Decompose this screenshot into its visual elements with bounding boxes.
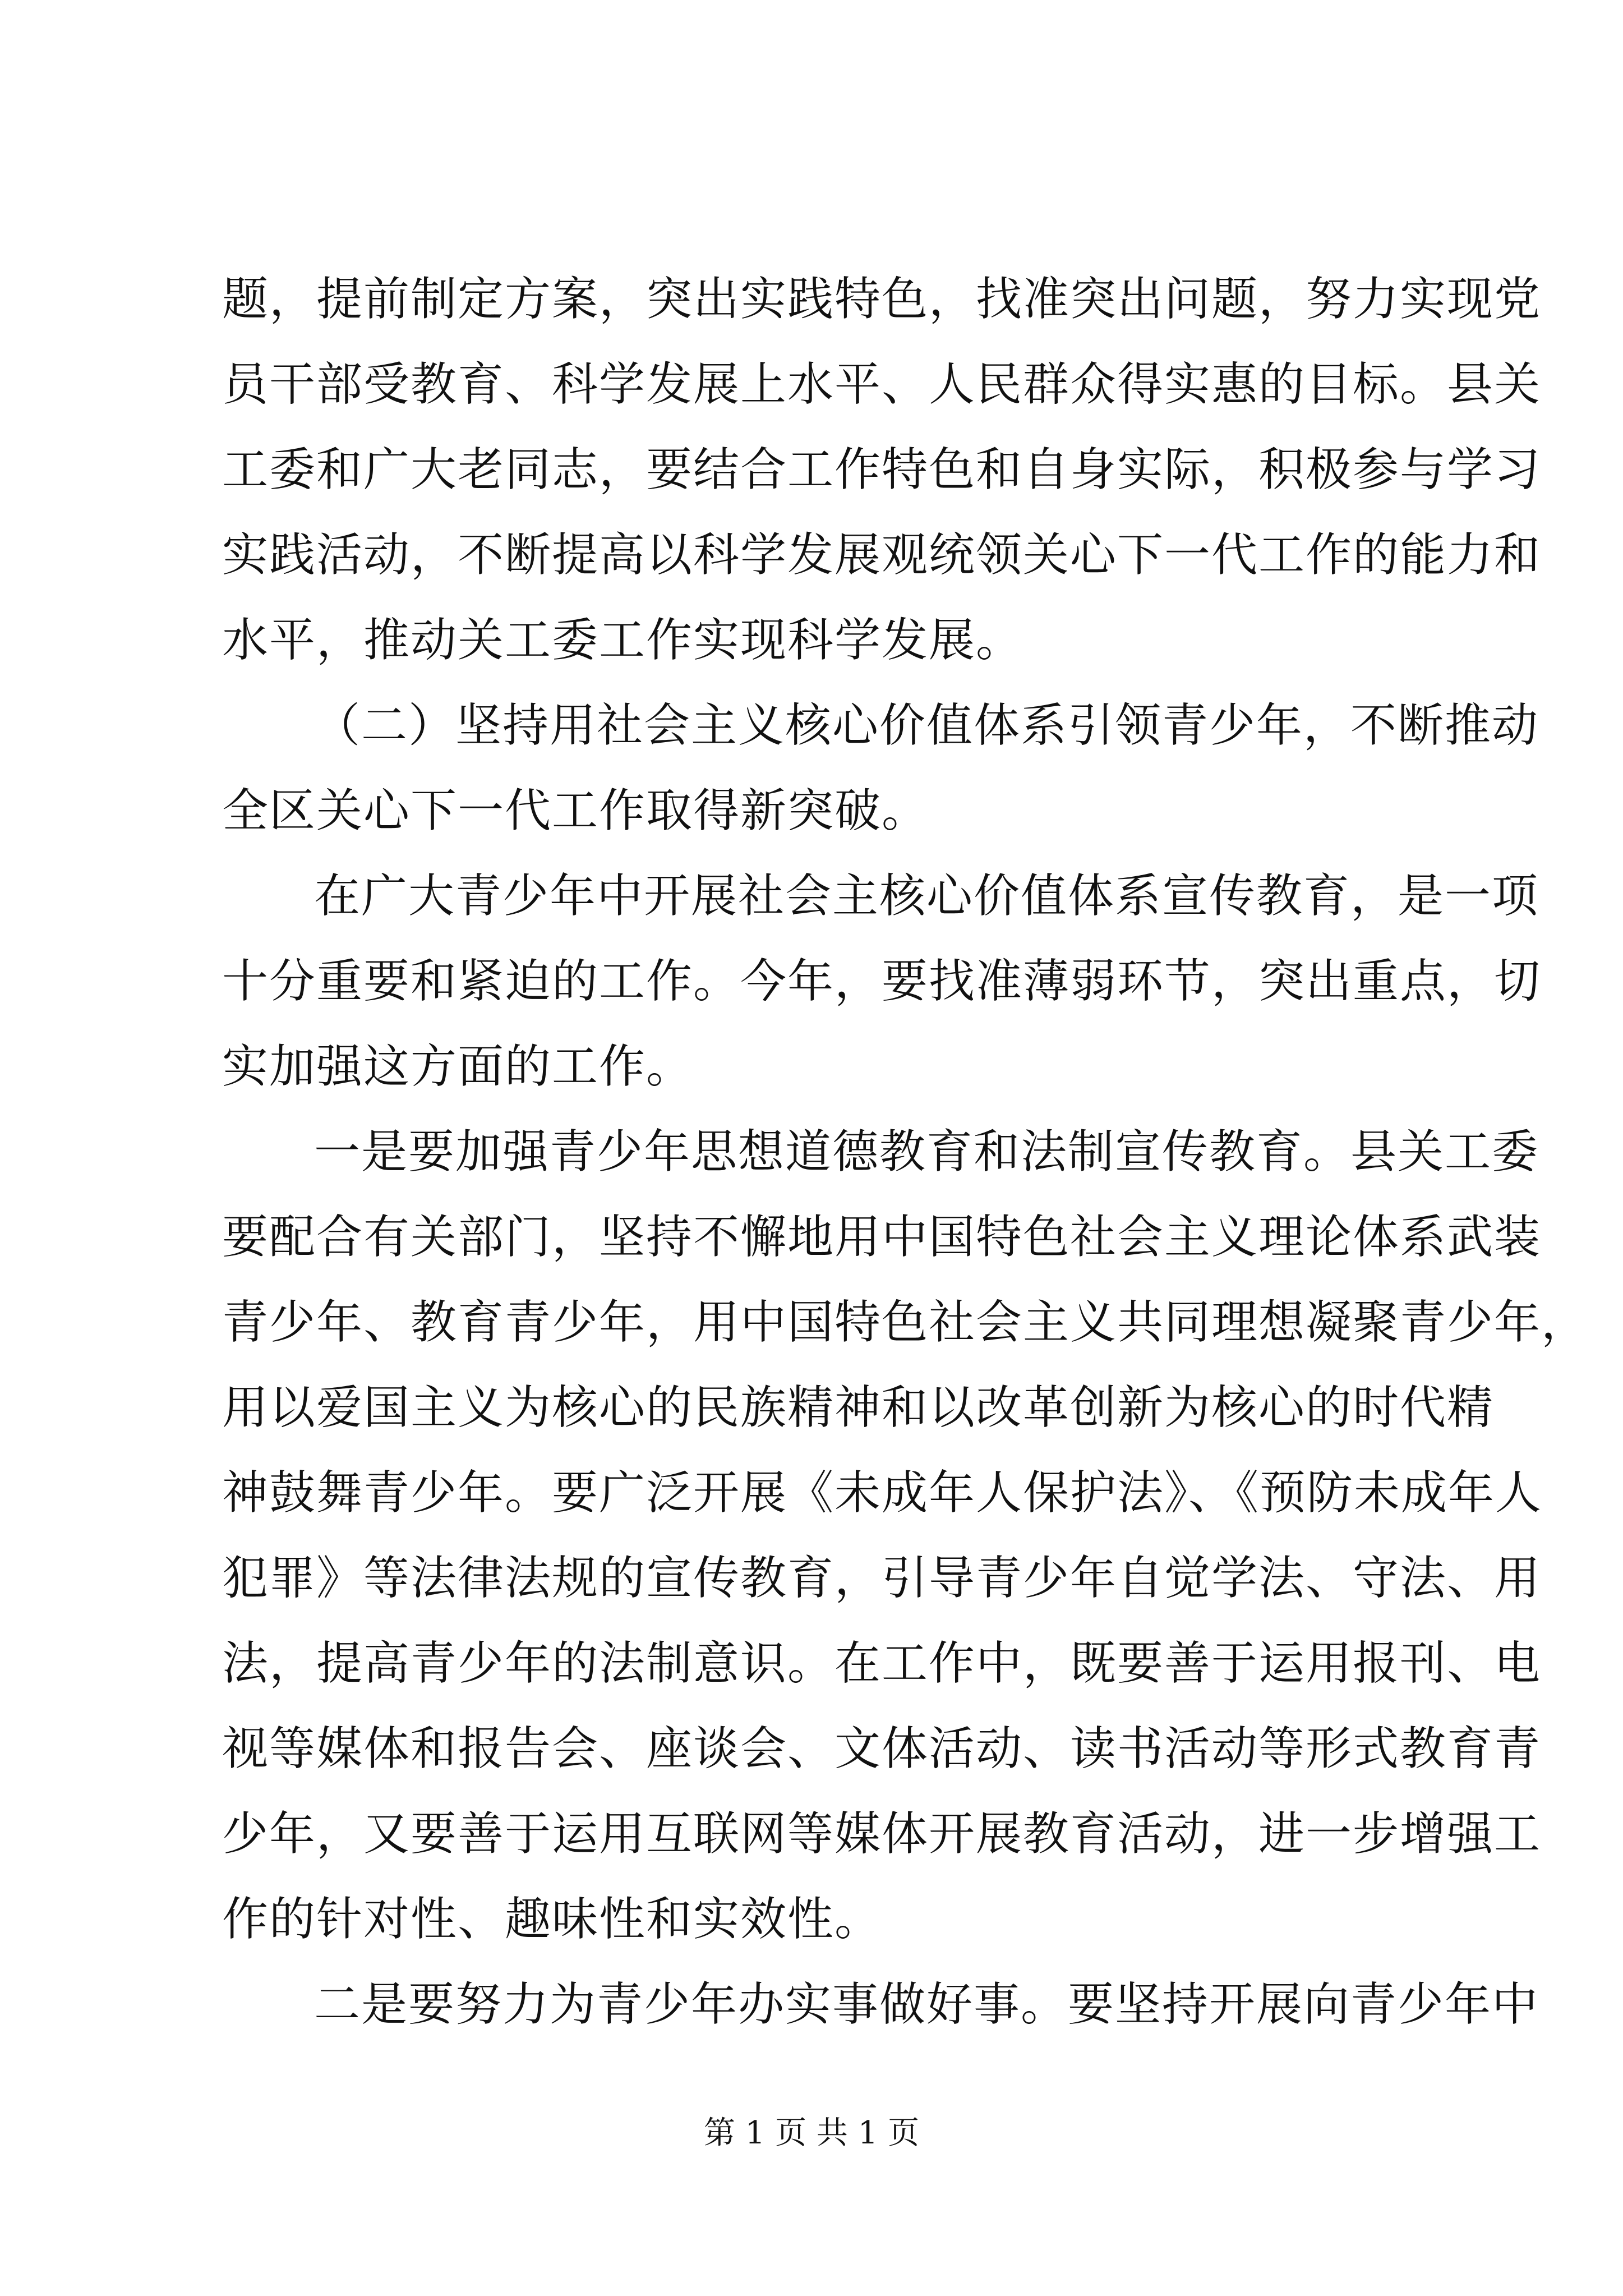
text-line: 实践活动，不断提高以科学发展观统领关心下一代工作的能力和 (222, 528, 1542, 582)
text-line: 青少年、教育青少年，用中国特色社会主义共同理想凝聚青少年， (222, 1296, 1589, 1349)
paragraph-start-line: 二是要努力为青少年办实事做好事。要坚持开展向青少年中 (314, 1978, 1539, 2031)
text-line: 法，提高青少年的法制意识。在工作中，既要善于运用报刊、电 (222, 1637, 1542, 1690)
text-line: 水平，推动关工委工作实现科学发展。 (222, 614, 1023, 667)
text-line: 少年，又要善于运用互联网等媒体开展教育活动，进一步增强工 (222, 1807, 1542, 1861)
text-line: 要配合有关部门，坚持不懈地用中国特色社会主义理论体系武装 (222, 1211, 1542, 1264)
document-body (222, 257, 1589, 2047)
text-line: 十分重要和紧迫的工作。今年，要找准薄弱环节，突出重点，切 (222, 955, 1542, 1008)
text-line: 实加强这方面的工作。 (222, 1040, 694, 1093)
text-line: 用以爱国主义为核心的民族精神和以改革创新为核心的时代精 (222, 1381, 1495, 1434)
text-line: 工委和广大老同志，要结合工作特色和自身实际，积极参与学习 (222, 443, 1542, 496)
paragraph-start-line: 在广大青少年中开展社会主核心价值体系宣传教育，是一项 (314, 869, 1539, 923)
text-line: 员干部受教育、科学发展上水平、人民群众得实惠的目标。县关 (222, 358, 1542, 411)
text-line: 神鼓舞青少年。要广泛开展《未成年人保护法》、《预防未成年人 (222, 1466, 1543, 1520)
text-line: 题，提前制定方案，突出实践特色，找准突出问题，努力实现党 (222, 273, 1542, 326)
section-heading-line: 全区关心下一代工作取得新突破。 (222, 784, 929, 838)
text-line: 犯罪》等法律法规的宣传教育，引导青少年自觉学法、守法、用 (222, 1552, 1542, 1605)
text-line: 视等媒体和报告会、座谈会、文体活动、读书活动等形式教育青 (222, 1722, 1542, 1775)
page-footer: 第 1 页 共 1 页 (703, 2115, 920, 2151)
text-line: 作的针对性、趣味性和实效性。 (222, 1893, 882, 1946)
paragraph-start-line: 一是要加强青少年思想道德教育和法制宣传教育。县关工委 (314, 1125, 1539, 1179)
section-heading-line: （二）坚持用社会主义核心价值体系引领青少年，不断推动 (314, 699, 1539, 752)
